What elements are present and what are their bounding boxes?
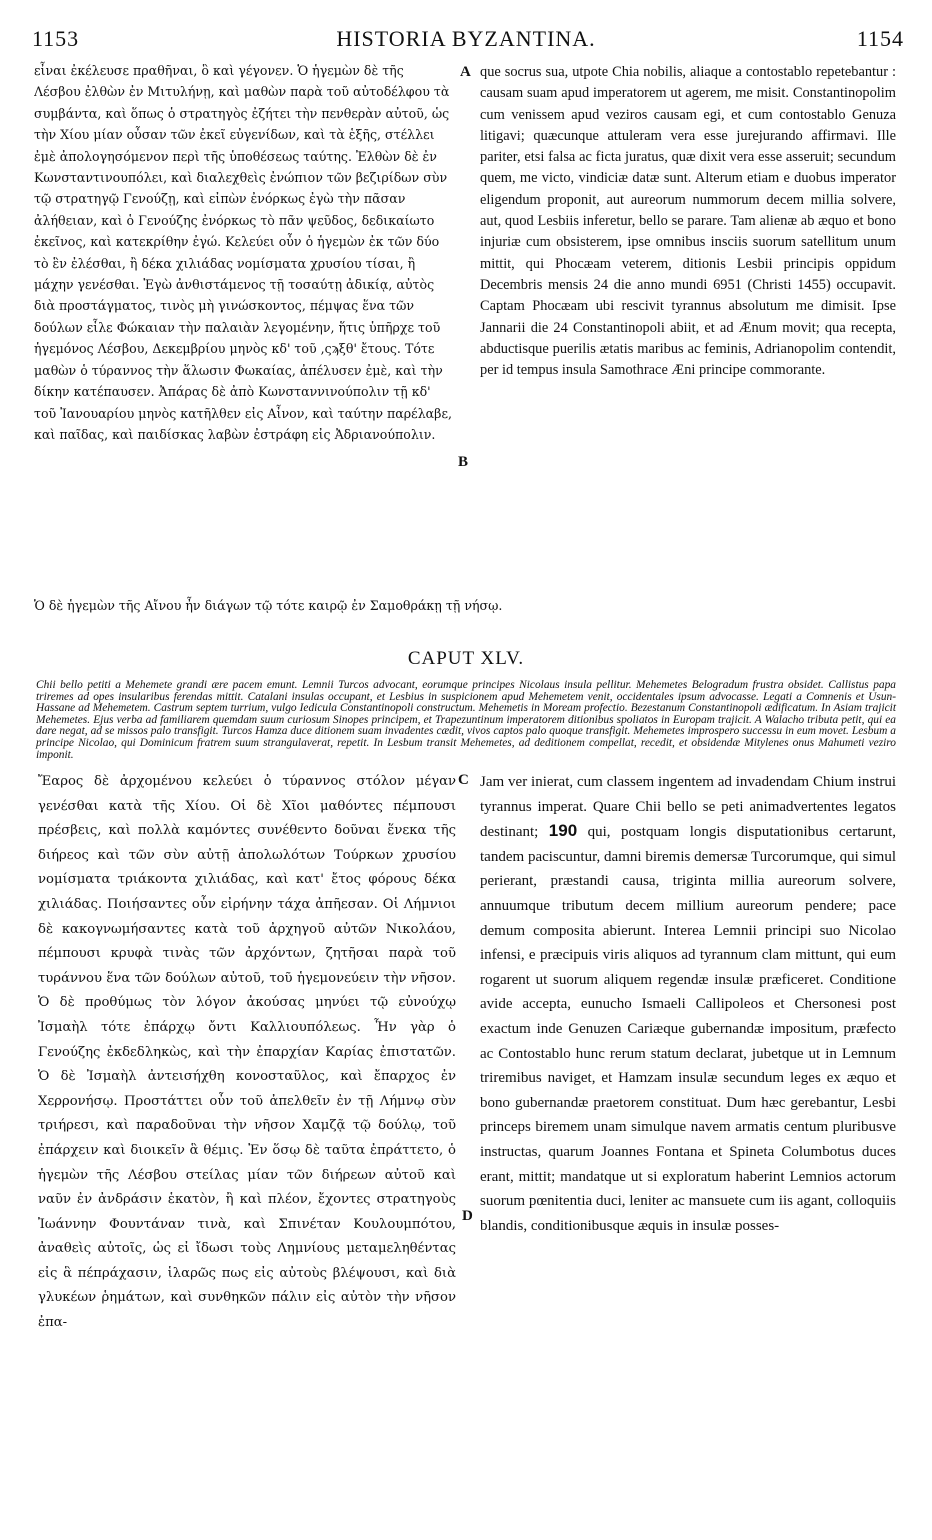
chapter-summary: Chii bello petiti a Mehemete grandi ære pacem emunt. Lemnii Turcos advocant, eorumque principes Nicolaus insula pellitur. Mehemetes Belogradum frustra obsidet. Callistus papa triremes ad opes insularibus ferendas mittit. Catalani insulas occupant, et Lesbius in suspicionem apud Mehemetem venit, occidentales ipsum advocasse. Legati a Comnenis et Usun-Hassane ad Mehemetem. Castrum septem turrium, vulgo Iedicula Constantinopoli constructum. Mehemetis in Moream profectio. Bezestanum Constantinopoli ædificatum. In Asiam trajicit Mehemetes. Ejus verba ad familiarem quemdam suum curiosum Sinopes principem, et Trapezuntinum imperatorem ditionibus spoliatos in Europam trajicit. A Walacho tributa petit, qui ea dare negat, ad se missos palo transfigit. Turcos Hamza duce ditionem suam invadentes cædit, vivos captos palo quoque transfigit. Mehemetes improspero successu in eum movet. Lesbum a principe Nicolao, qui Dominicum fratrem suum strangulaverat, repetit. In Lesbum transit Mehemetes, ad deditionem compellat, recedit, et obsidendæ Mitylenes onus Mahumeti veziro imponit. [36,679,896,761]
greek-column-top: εἶναι ἐκέλευσε πραθῆναι, ὃ καὶ γέγονεν. Ὁ ἡγεμὼν δὲ τῆς Λέσβου ἐλθὼν ἐν Μιτυλήνῃ, καὶ μαθὼν παρὰ τοῦ αὐτοδέλφου τὰ συμβάντα, καὶ ὅπως ὁ στρατηγὸς ἐζήτει τὴν πενθερὰν αὐτοῦ, ὡς τὴν Χίου μίαν οὖσαν τῶν ἐκεῖ εὐγενίδων, καὶ τὰ ἑξῆς, στέλλει ἐμὲ ἀπολογησόμενον περὶ τῆς ὑποθέσεως ταύτης. Ἐλθὼν δὲ ἐν Κωνσταντινουπόλει, καὶ διαλεχθεὶς ἐνώπιον τῶν βεζιρίδων σὺν τῷ στρατηγῷ Γενούζῃ, καὶ εἰπὼν ἐνόρκως ἐγὼ τὴν πᾶσαν ἀλήθειαν, καὶ ὁ Γενούζης ἐνόρκως τὸ πᾶν ψεῦδος, δεδικαίωτο ἐκεῖνος, καὶ κατεκρίθην ἐγώ. Κελεύει οὖν ὁ ἡγεμὼν ἐκ τῶν δύο τὸ ἓν ἐλέσθαι, ἢ δέκα χιλιάδας νομίσματα χρυσίου τίσαι, ἢ μάχην γενέσθαι. Ἐγὼ ἀνθιστάμενος τῇ τοσαύτῃ ἀδικίᾳ, αὐτὸς διὰ προστάγματος, τινὸς μὴ γινώσκοντος, πέμψας ἕνα τῶν δούλων εἷλε Φώκαιαν τὴν παλαιὰν λεγομένην, ἥτις ὑπῆρχε τοῦ ἡγεμόνος Λέσβου, Δεκεμβρίου μηνὸς κδ' τοῦ ,ςϡξθ' ἔτους. Τότε μαθὼν ὁ τύραννος τὴν ἅλωσιν Φωκαίας, ἀπέλυσεν ἐμὲ, καὶ τὴν δίκην κατέπαυσεν. Ἀπάρας δὲ ἀπὸ Κωνσταννινούπολιν τῇ κδ' τοῦ Ἰανουαρίου μηνὸς κατῆλθεν εἰς Αἶνον, καὶ ταύτην παρέλαβε, καὶ παῖδας, καὶ παιδίσκας λαβὼν ἐστράφη εἰς Ἀδριανούπολιν. [34,63,452,442]
page-mark: 190 [548,821,578,841]
margin-letter-b: B [458,454,469,470]
latin-text-after: qui, postquam longis disputationibus certarunt, tandem paciscuntur, damni biremis demersæ Turcorumque, qui simul perierant, præstandi causa, triginta millia aureorum solvere, annuumque tributum decem millium aureorum pendere; pace demum composita abierunt. Interea Lemnii principi suo Nicolao infensi, e præcipuis viris aliquos ad tyrannum clam mittunt, qui eum rogarent ut suorum aliquem regendæ insulæ præficeret. Conditione avide accepta, eunucho Ismaeli Callipoleos et Chersonesi post exactum inde Genuzen Cariæque gubernandæ impositum, præfecto ac Contostablo hunc rerum statum declarat, jubetque ut in Lemnum triremibus naviget, et Hamzam insulæ secundum leges ex æquo et bono gubernandæ praetorem constituat. Dum hæc gerebantur, Lesbi princeps biremem unam simulque navem armatis centum pluribusve instructas, quarum Joannes Fontana et Spineta Columbotus duces erant, mittit; mandatque ut si exploratum haberint Lemnios actorum suorum pœnitentia duci, leniter ac mansuete cum iis agant, colloquiis blandis, conditionibusque æquis in insulæ posses- [480,824,896,1234]
latin-column-bottom [480,770,896,1238]
greek-column-bottom: Ἔαρος δὲ ἀρχομένου κελεύει ὁ τύραννος στόλον μέγαν γενέσθαι κατὰ τῆς Χίου. Οἱ δὲ Χῖοι μαθόντες πέμπουσι πρέσβεις, καὶ πολλὰ καμόντες συνέθεντο δοῦναι ἕνεκα τῆς διήρεος καὶ τῶν σὺν αὐτῇ ἀπολωλότων Τούρκων χρυσίου νομίσματα τριάκοντα χιλιάδας, καὶ κατ' ἔτος φόρους δέκα χιλιάδας. Ποιήσαντες οὖν εἰρήνην τάχα ἀπῆεσαν. Οἱ Λήμνιοι δὲ κακογνωμήσαντες κατὰ τοῦ ἀρχηγοῦ αὐτῶν Νικολάου, πέμπουσι κρυφὰ τινὰς τῶν ἀρχόντων, ζητῆσαι παρὰ τοῦ τυράννου ἕνα τῶν δούλων αὐτοῦ, τοῦ ἡγεμονεύειν τὴν νῆσον. Ὁ δὲ προθύμως τὸν λόγον ἀκούσας μηνύει τῷ εὐνούχῳ Ἰσμαὴλ τότε ἐπάρχῳ ὄντι Καλλιουπόλεως. Ἦν γὰρ ὁ Γενούζης ἐκδεδληκὼς, καὶ τὴν ἐπαρχίαν Καρίας ἐπιστατῶν. Ὁ δὲ Ἰσμαὴλ ἀντεισήχθη κονοσταῦλος, καὶ ἔπαρχος ἐν Χερρονήσῳ. Προστάττει οὖν τοῦ ἀπελθεῖν ἐν τῇ Λήμνῳ σὺν τριήρεσι, καὶ παραδοῦναι τὴν νῆσον Χαμζᾷ τῷ δούλῳ, τοῦ ἐπάρχειν καὶ διοικεῖν ἃ θέμις. Ἐν ὅσῳ δὲ ταῦτα ἐπράττετο, ὁ ἡγεμὼν τῆς Λέσβου στείλας μίαν τῶν διήρεων αὐτοῦ καὶ ναῦν ἐν ἀνδράσιν ἑκατὸν, ἢ καὶ πλέον, ἔχοντες στρατηγοὺς Ἰωάννην Φουντάναν τινὰ, καὶ Σπινέταν Κουλουμπότου, ἀναθεὶς αὐτοῖς, ὡς εἰ ἴδωσι τοὺς Λημνίους μεταμεληθέντας εἰς ἃ πέπράχασιν, ἱλαρῶς πως εἰς αὐτοὺς βλέψουσι, καὶ διὰ γλυκέων ῥημάτων, καὶ συνθηκῶν πάλιν εἰς αὐτὸν τὴν νῆσον ἐπα- [38,774,456,1331]
page-header [0,8,932,51]
page-number-right: 1154 [856,26,904,51]
margin-letter-a: A [460,64,471,80]
latin-column-top: que socrus sua, utpote Chia nobilis, aliaque a contostablo repetebantur : causam suam apud imperatorem ut agerem, me misit. Constantinopolim cum venissem apud veziros causam egi, et cum contostablo Genuza litigavi; quæcunque attuleram vera esse jurejurando affirmavi. Ille pariter, etsi falsa ac ficta juratus, quæ dixit vera esse asseruit; secundum quem, me victo, vindiciæ datæ sunt. Alterum etiam e duobus imperator eligendum proponit, aut aureorum nummorum decem millia solvere, aut, quod Lesbiis inferetur, bello se parare. Tam alienæ ab æquo et bono injuriæ cum obsisterem, ipse omnibus insciis suorum satellitum unum mittit, qui Phocæam veterem, ditionis Lesbii principis oppidum Decembris mensis 24 die anno mundi 6951 (Christi 1455) occupavit. Captam Phocæam ubi rescivit tyrannus absolutum me dimisit. Ipse Jannarii die 24 Constantinopoli abiit, et ad Ænum movit; qua recepta, abductisque puerilis ætatis maribus ac feminis, Adrianopolim contendit, per id tempus insula Samothrace Æni principe commorante. [480,64,896,379]
margin-letter-c: C [458,772,469,788]
latin-text-before: Jam ver inierat, cum classem ingentem ad invadendam Chium instrui tyrannus imperat. Quare Chii bello se peti animadvertentes legatos destinant; [480,774,896,841]
running-title: HISTORIA BYZANTINA. [336,26,596,51]
margin-letter-d: D [462,1208,473,1224]
chapter-heading: CAPUT XLV. [407,648,525,669]
greek-closing-line: Ὁ δὲ ἡγεμὼν τῆς Αἴνου ἦν διάγων τῷ τότε καιρῷ ἐν Σαμοθράκῃ τῇ νήσῳ. [34,598,503,613]
page-number-left: 1153 [32,26,80,51]
